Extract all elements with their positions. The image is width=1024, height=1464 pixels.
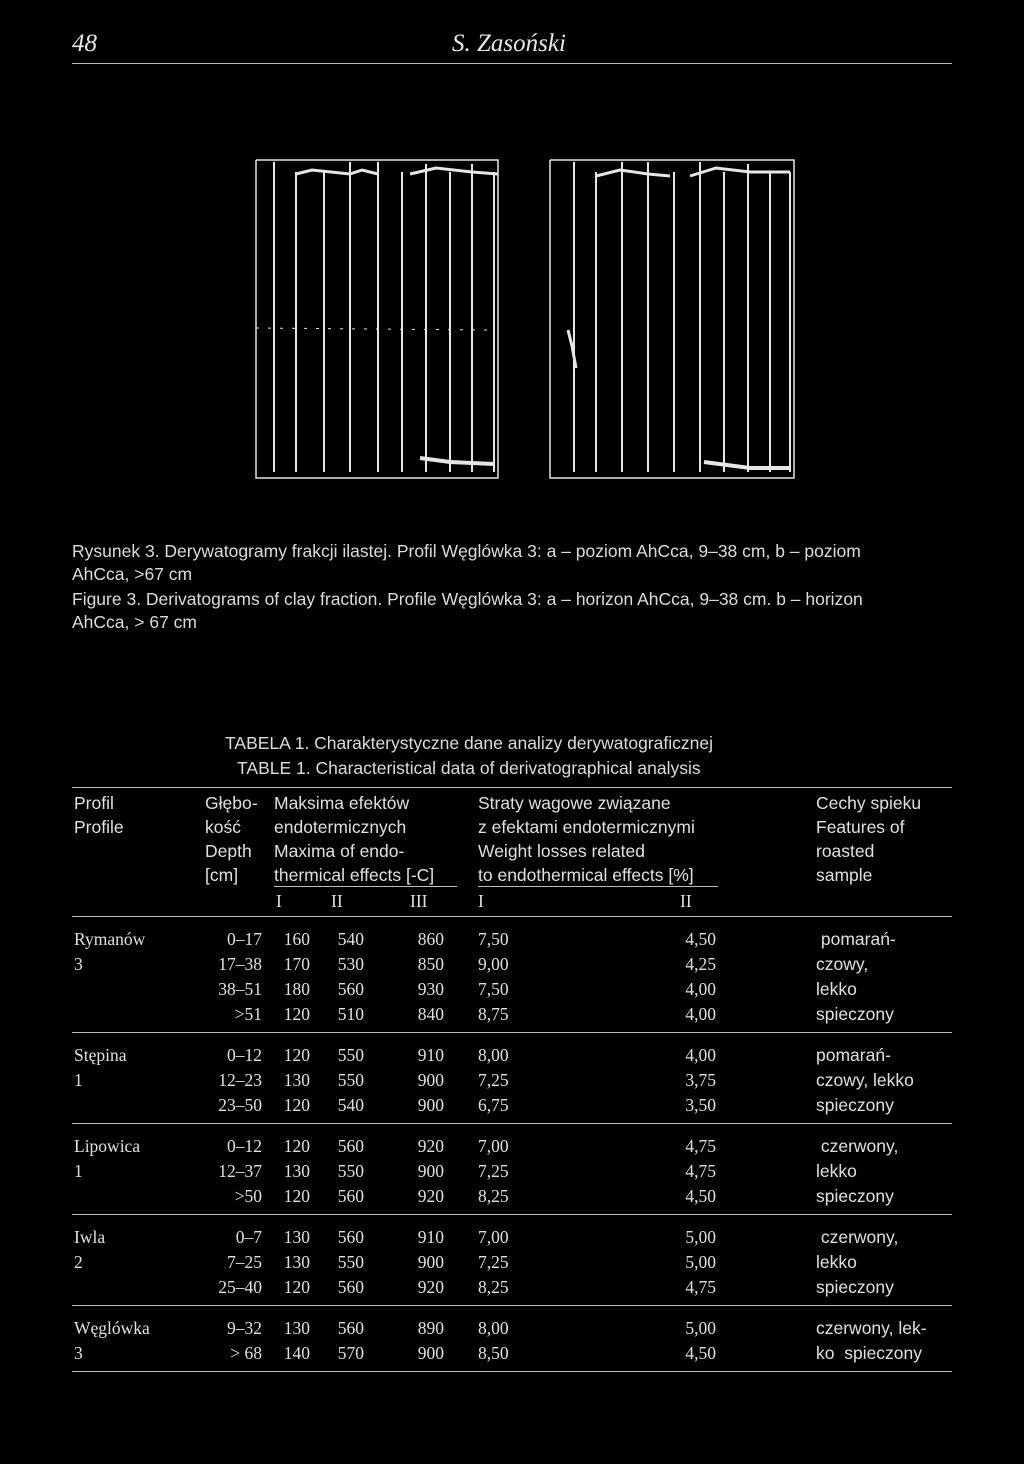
loss-II-cell: 4,75 — [685, 1161, 716, 1181]
group-rule — [72, 1123, 952, 1124]
loss-II-cell: 4,00 — [685, 979, 716, 999]
max-I-cell: 120 — [283, 1277, 310, 1297]
derivatogram-b — [550, 160, 794, 478]
profile-cell: 3 — [74, 1343, 83, 1363]
loss-II-cell: 5,00 — [685, 1318, 716, 1338]
table-title-en: TABLE 1. Characteristical data of derivatographical analysis — [237, 758, 701, 778]
max-III-cell: 910 — [417, 1227, 444, 1247]
derivatogram-figure — [250, 150, 800, 490]
max-III-cell: 920 — [417, 1277, 444, 1297]
caption-line: Figure 3. Derivatograms of clay fraction. Profile Węglówka 3: a – horizon AhCca, 9–38 cm. b – horizon — [72, 589, 863, 609]
header-features: Features of — [816, 817, 905, 837]
depth-cell: 0–7 — [235, 1227, 262, 1247]
loss-II-cell: 4,50 — [685, 929, 716, 949]
max-I-cell: 130 — [283, 1318, 310, 1338]
max-III-cell: 860 — [417, 929, 444, 949]
max-III-cell: 900 — [417, 1252, 444, 1272]
profile-cell: Lipowica — [74, 1136, 141, 1156]
max-I-cell: 120 — [283, 1004, 310, 1024]
header-losses: Straty wagowe związane — [478, 793, 671, 813]
profile-cell: Stępina — [74, 1045, 127, 1065]
depth-cell: 23–50 — [218, 1095, 262, 1115]
features-cell: ko spieczony — [816, 1343, 923, 1363]
loss-I-cell: 7,50 — [478, 929, 509, 949]
features-cell: czerwony, lek- — [816, 1318, 927, 1338]
max-II-cell: 560 — [337, 1227, 364, 1247]
profile-cell: 1 — [74, 1070, 83, 1090]
header-features: sample — [816, 865, 873, 885]
depth-cell: > 68 — [230, 1343, 262, 1363]
depth-cell: 9–32 — [227, 1318, 262, 1338]
losses-subrule — [478, 886, 718, 887]
depth-cell: 12–37 — [218, 1161, 262, 1181]
max-I-cell: 130 — [283, 1070, 310, 1090]
features-cell: spieczony — [816, 1004, 894, 1024]
max-III-cell: 910 — [417, 1045, 444, 1065]
depth-cell: 0–17 — [227, 929, 262, 949]
max-III-cell: 840 — [417, 1004, 444, 1024]
group-rule — [72, 1371, 952, 1372]
header-maxima: Maxima of endo- — [274, 841, 405, 861]
header-profile: Profile — [74, 817, 124, 837]
max-I-cell: 160 — [283, 929, 310, 949]
group-rule — [72, 1305, 952, 1306]
running-author: S. Zasoński — [452, 30, 566, 57]
max-I-cell: 120 — [283, 1186, 310, 1206]
loss-I-cell: 7,25 — [478, 1161, 509, 1181]
derivatogram-a — [256, 160, 498, 478]
header-maxima: endotermicznych — [274, 817, 407, 837]
header-maxima: thermical effects [-C] — [274, 865, 435, 885]
max-I-cell: 120 — [283, 1095, 310, 1115]
max-III-cell: 920 — [417, 1186, 444, 1206]
max-II-cell: 530 — [337, 954, 364, 974]
subheader-I: I — [478, 891, 484, 911]
depth-cell: 7–25 — [227, 1252, 262, 1272]
max-II-cell: 540 — [337, 929, 364, 949]
header-losses: z efektami endotermicznymi — [478, 817, 695, 837]
loss-II-cell: 5,00 — [685, 1252, 716, 1272]
loss-I-cell: 8,00 — [478, 1045, 509, 1065]
features-cell: czowy, lekko — [816, 1070, 914, 1090]
depth-cell: 25–40 — [218, 1277, 262, 1297]
header-losses: to endothermical effects [%] — [478, 865, 694, 885]
features-cell: spieczony — [816, 1095, 894, 1115]
loss-I-cell: 8,75 — [478, 1004, 509, 1024]
max-III-cell: 850 — [417, 954, 444, 974]
subheader-III: III — [410, 891, 428, 911]
subheader-I: I — [276, 891, 282, 911]
loss-I-cell: 7,00 — [478, 1136, 509, 1156]
profile-cell: 2 — [74, 1252, 83, 1272]
loss-II-cell: 4,75 — [685, 1277, 716, 1297]
loss-II-cell: 4,75 — [685, 1136, 716, 1156]
header-depth: Depth — [205, 841, 252, 861]
caption-line: AhCca, >67 cm — [72, 564, 193, 584]
max-I-cell: 170 — [283, 954, 310, 974]
profile-cell: 1 — [74, 1161, 83, 1181]
subheader-II: II — [680, 891, 692, 911]
max-II-cell: 560 — [337, 1136, 364, 1156]
max-III-cell: 900 — [417, 1095, 444, 1115]
depth-cell: 38–51 — [218, 979, 262, 999]
max-I-cell: 140 — [283, 1343, 310, 1363]
features-cell: lekko — [816, 1252, 857, 1272]
max-III-cell: 900 — [417, 1161, 444, 1181]
max-III-cell: 900 — [417, 1070, 444, 1090]
loss-I-cell: 7,00 — [478, 1227, 509, 1247]
depth-cell: 12–23 — [218, 1070, 262, 1090]
max-II-cell: 550 — [337, 1045, 364, 1065]
header-rule — [72, 63, 952, 64]
loss-II-cell: 4,50 — [685, 1343, 716, 1363]
max-II-cell: 560 — [337, 979, 364, 999]
features-cell: spieczony — [816, 1277, 894, 1297]
header-depth: [cm] — [205, 865, 239, 885]
loss-I-cell: 9,00 — [478, 954, 509, 974]
max-I-cell: 120 — [283, 1136, 310, 1156]
features-cell: czowy, — [816, 954, 869, 974]
loss-II-cell: 4,25 — [685, 954, 716, 974]
profile-cell: 3 — [74, 954, 83, 974]
max-I-cell: 120 — [283, 1045, 310, 1065]
figure-caption — [72, 540, 962, 634]
depth-cell: 17–38 — [218, 954, 262, 974]
header-depth: kość — [205, 817, 241, 837]
max-I-cell: 130 — [283, 1161, 310, 1181]
table-title-pl: TABELA 1. Charakterystyczne dane analizy derywatograficznej — [225, 733, 713, 753]
profile-cell: Rymanów — [74, 929, 146, 949]
max-III-cell: 890 — [417, 1318, 444, 1338]
max-II-cell: 560 — [337, 1186, 364, 1206]
loss-I-cell: 8,00 — [478, 1318, 509, 1338]
max-II-cell: 560 — [337, 1318, 364, 1338]
max-II-cell: 560 — [337, 1277, 364, 1297]
loss-I-cell: 8,50 — [478, 1343, 509, 1363]
header-profile: Profil — [74, 793, 114, 813]
header-bottom-rule — [72, 916, 952, 917]
caption-line: AhCca, > 67 cm — [72, 612, 197, 632]
loss-II-cell: 4,00 — [685, 1004, 716, 1024]
max-I-cell: 130 — [283, 1252, 310, 1272]
depth-cell: 0–12 — [227, 1045, 262, 1065]
profile-cell: Iwla — [74, 1227, 106, 1247]
features-cell: pomarań- — [816, 1045, 891, 1065]
features-cell: lekko — [816, 1161, 857, 1181]
loss-II-cell: 3,75 — [685, 1070, 716, 1090]
header-losses: Weight losses related — [478, 841, 645, 861]
group-rule — [72, 1032, 952, 1033]
loss-II-cell: 3,50 — [685, 1095, 716, 1115]
profile-cell: Węglówka — [74, 1318, 150, 1338]
features-cell: pomarań- — [816, 929, 896, 949]
max-II-cell: 570 — [337, 1343, 364, 1363]
loss-I-cell: 7,50 — [478, 979, 509, 999]
header-features: Cechy spieku — [816, 793, 922, 813]
max-II-cell: 550 — [337, 1070, 364, 1090]
max-II-cell: 510 — [337, 1004, 364, 1024]
max-III-cell: 900 — [417, 1343, 444, 1363]
loss-I-cell: 7,25 — [478, 1252, 509, 1272]
max-I-cell: 180 — [283, 979, 310, 999]
depth-cell: >51 — [234, 1004, 262, 1024]
loss-II-cell: 4,50 — [685, 1186, 716, 1206]
depth-cell: 0–12 — [227, 1136, 262, 1156]
max-III-cell: 930 — [417, 979, 444, 999]
header-depth: Głębo- — [205, 793, 258, 813]
header-maxima: Maksima efektów — [274, 793, 410, 813]
table-top-rule — [72, 787, 952, 788]
header-features: roasted — [816, 841, 875, 861]
subheader-II: II — [331, 891, 343, 911]
loss-II-cell: 4,00 — [685, 1045, 716, 1065]
loss-I-cell: 8,25 — [478, 1277, 509, 1297]
group-rule — [72, 1214, 952, 1215]
features-cell: spieczony — [816, 1186, 894, 1206]
features-cell: czerwony, — [816, 1136, 899, 1156]
depth-cell: >50 — [234, 1186, 262, 1206]
caption-line: Rysunek 3. Derywatogramy frakcji ilastej. Profil Węglówka 3: a – poziom AhCca, 9–38 cm, b – poziom — [72, 541, 861, 561]
loss-I-cell: 6,75 — [478, 1095, 509, 1115]
loss-II-cell: 5,00 — [685, 1227, 716, 1247]
max-II-cell: 540 — [337, 1095, 364, 1115]
features-cell: lekko — [816, 979, 857, 999]
max-III-cell: 920 — [417, 1136, 444, 1156]
max-II-cell: 550 — [337, 1161, 364, 1181]
maxima-subrule — [274, 886, 457, 887]
page-number: 48 — [72, 30, 97, 57]
loss-I-cell: 8,25 — [478, 1186, 509, 1206]
features-cell: czerwony, — [816, 1227, 899, 1247]
max-I-cell: 130 — [283, 1227, 310, 1247]
max-II-cell: 550 — [337, 1252, 364, 1272]
loss-I-cell: 7,25 — [478, 1070, 509, 1090]
